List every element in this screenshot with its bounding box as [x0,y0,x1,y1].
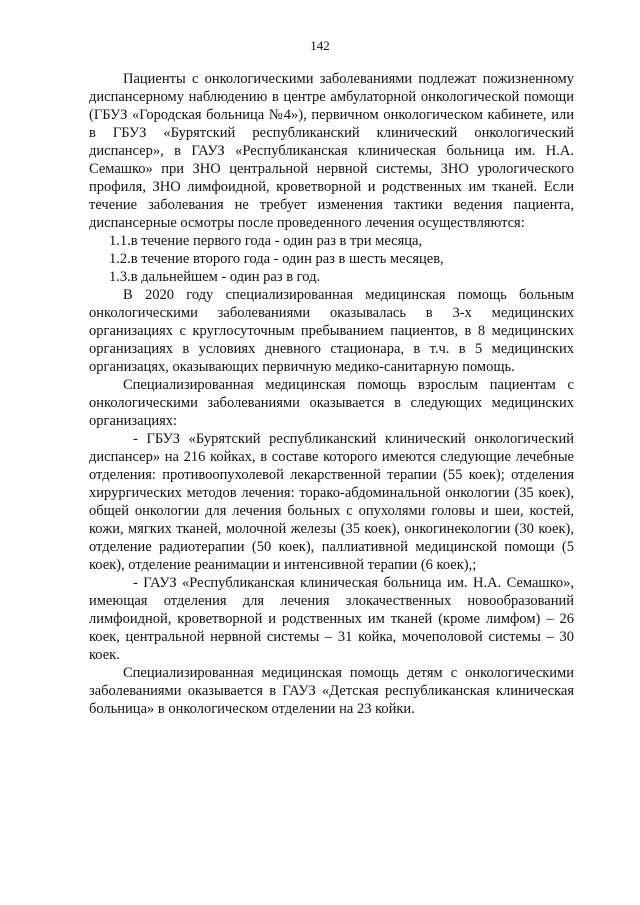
list-item-second-year: 1.2.в течение второго года - один раз в шесть месяцев, [109,251,444,267]
page-number: 142 [310,38,330,53]
paragraph-dispensary-observation: Пациенты с онкологическими заболеваниями подлежат пожизненному диспансерному наблюдению в центре амбулаторной онкологической помощи (ГБУЗ «Городская больница №4»), первичном онкологическом кабинете, или в ГБУЗ «Бурятский республиканский клинический онкологический диспансер», в ГАУЗ «Республиканская клиническая больница им. Н.А. Семашко» при ЗНО центральной нервной системы, ЗНО урологического профиля, ЗНО лимфоидной, кроветворной и родственных им тканей. Если течение заболевания не требует изменения тактики ведения пациента, диспансерные осмотры после проведенного лечения осуществляются: [89,71,574,231]
list-item-further: 1.3.в дальнейшем - один раз в год. [109,269,321,285]
paragraph-children-care: Специализированная медицинская помощь детям с онкологическими заболеваниями оказывается в ГАУЗ «Детская республиканская клиническая больница» в онкологическом отделении на 23 койки. [89,665,574,717]
document-body [89,70,574,718]
dash-item-oncology-dispensary: - ГБУЗ «Бурятский республиканский клинический онкологический диспансер» на 216 койках, в составе которого имеются следующие лечебные отделения: противоопухолевой лекарственной терапии (55 коек); отделения хирургических методов лечения: торако-абдоминальной онкологии (35 коек), общей онкологии для лечения больных с опухолями головы и шеи, костей, кожи, мягких тканей, молочной железы (35 коек), онкогинекологии (30 коек), отделение радиотерапии (50 коек), паллиативной медицинской помощи (5 коек), отделение реанимации и интенсивной терапии (6 коек),; [89,431,574,573]
list-item-first-year: 1.1.в течение первого года - один раз в три месяца, [109,233,423,249]
dash-item-semashko-hospital: - ГАУЗ «Республиканская клиническая больница им. Н.А. Семашко», имеющая отделения для лечения злокачественных новообразований лимфоидной, кроветворной и родственных им тканей (кроме лимфом) – 26 коек, центральной нервной системы – 31 койка, мочеполовой системы – 30 коек. [89,575,574,663]
paragraph-adult-care-intro: Специализированная медицинская помощь взрослым пациентам с онкологическими заболеваниями оказывается в следующих медицинских организациях: [89,377,574,429]
paragraph-2020-care: В 2020 году специализированная медицинская помощь больным онкологическими заболеваниями оказывалась в 3-х медицинских организациях с круглосуточным пребыванием пациентов, в 8 медицинских организациях в условиях дневного стационара, в т.ч. в 5 медицинских организацях, оказывающих первичную медико-санитарную помощь. [89,287,574,375]
